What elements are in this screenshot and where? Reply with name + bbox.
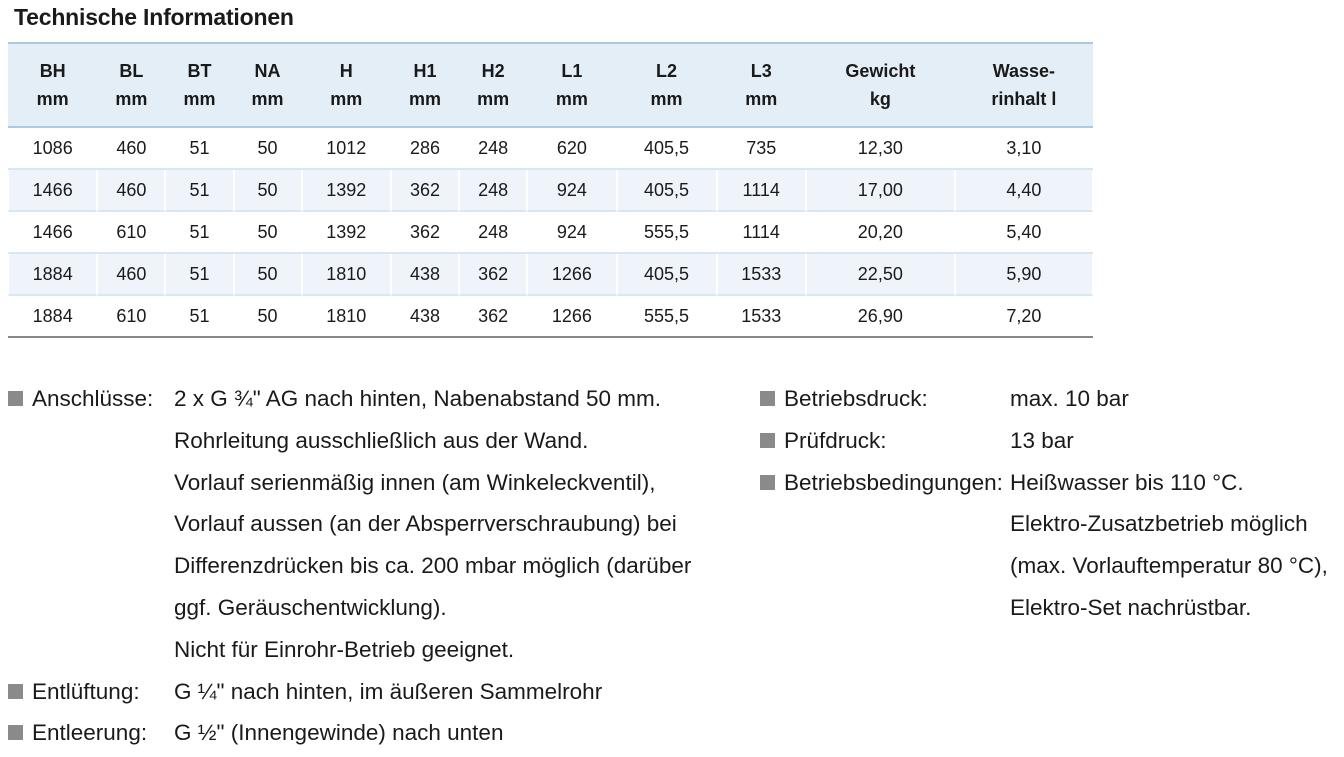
info-value-line: 2 x G ¾" AG nach hinten, Nabenabstand 50 mm. [174, 386, 662, 411]
column-header-unit: mm [409, 89, 442, 109]
table-cell: 405,5 [617, 128, 717, 170]
table-cell: 362 [391, 170, 459, 212]
table-cell: 1266 [551, 305, 592, 326]
column-header [717, 44, 806, 128]
table-cell: 610 [97, 212, 165, 254]
info-item [8, 671, 691, 713]
table-cell: 50 [234, 212, 302, 254]
square-bullet-icon [8, 684, 23, 699]
info-label: Betriebsbedingungen: [784, 469, 1003, 495]
table-cell: 924 [527, 212, 616, 254]
info-value [1010, 420, 1074, 462]
column-header [165, 44, 233, 128]
column-header-unit: mm [330, 89, 363, 109]
info-item [760, 420, 1328, 462]
column-header [302, 44, 391, 128]
table-cell: 1810 [302, 254, 391, 296]
square-bullet-icon [760, 391, 775, 406]
table-cell: 51 [165, 212, 233, 254]
info-value-line: (max. Vorlauftemperatur 80 °C), [1010, 553, 1328, 579]
table-row [8, 254, 1093, 296]
square-bullet-icon [8, 391, 23, 406]
table-cell: 4,40 [955, 170, 1093, 212]
table-cell: 1884 [8, 254, 97, 296]
table-row [8, 128, 1093, 170]
table-cell: 286 [391, 128, 459, 170]
table-cell: 555,5 [617, 212, 717, 254]
info-value [174, 712, 503, 754]
info-value-line: Elektro-Zusatzbetrieb möglich [1010, 511, 1308, 537]
table-cell: 1533 [717, 254, 806, 296]
info-value-line: ggf. Geräuschentwicklung). [174, 594, 447, 620]
table-cell: 460 [97, 128, 165, 170]
column-header-name: H2 [481, 61, 505, 81]
info-item [760, 462, 1328, 629]
table-cell: 1114 [717, 170, 806, 212]
column-header-name: H1 [413, 61, 437, 81]
table-cell: 1114 [717, 212, 806, 254]
table-cell: 51 [165, 128, 233, 170]
table-cell: 17,00 [806, 170, 955, 212]
info-value-line: Nicht für Einrohr-Betrieb geeignet. [174, 636, 515, 662]
table-row [8, 212, 1093, 254]
table-row [8, 170, 1093, 212]
table-cell: 7,20 [1006, 305, 1042, 326]
table-cell: 1884 [32, 305, 73, 326]
table-cell: 362 [391, 212, 459, 254]
table-cell: 50 [257, 305, 278, 326]
table-cell: 1810 [326, 305, 367, 326]
table-body [8, 128, 1093, 336]
table-cell: 51 [165, 254, 233, 296]
table-cell: 50 [234, 170, 302, 212]
table-cell: 51 [189, 305, 210, 326]
column-header-unit: kg [869, 89, 891, 109]
square-bullet-icon [8, 725, 23, 740]
table-cell: 50 [234, 128, 302, 170]
column-header [8, 44, 97, 128]
column-header-unit: rinhalt l [991, 89, 1057, 109]
info-value-line: Rohrleitung ausschließlich aus der Wand. [174, 427, 589, 453]
column-header [806, 44, 955, 128]
table-cell: 1086 [8, 128, 97, 170]
table-cell: 620 [527, 128, 616, 170]
info-label: Anschlüsse: [32, 386, 154, 411]
square-bullet-icon [760, 475, 775, 490]
info-value [174, 671, 602, 713]
table-cell: 1392 [302, 170, 391, 212]
info-value [174, 378, 691, 671]
column-header-name: BH [39, 61, 66, 81]
table-header-row [8, 44, 1093, 128]
table-cell: 405,5 [617, 254, 717, 296]
table-cell: 610 [116, 305, 147, 326]
table-cell: 405,5 [617, 170, 717, 212]
table-cell: 362 [478, 305, 509, 326]
table-cell: 5,90 [955, 254, 1093, 296]
info-value-line: 13 bar [1010, 427, 1074, 453]
column-header [391, 44, 459, 128]
table-cell: 460 [97, 170, 165, 212]
column-header-name: L1 [561, 61, 583, 81]
column-header-unit: mm [183, 89, 216, 109]
table-cell: 50 [234, 254, 302, 296]
table-cell: 438 [409, 305, 441, 326]
info-value-line: max. 10 bar [1010, 386, 1129, 411]
column-header-unit: mm [477, 89, 510, 109]
table-cell: 555,5 [644, 305, 690, 326]
info-value-line: G ¼" nach hinten, im äußeren Sammelrohr [174, 678, 603, 704]
info-value-line: Vorlauf serienmäßig innen (am Winkeleckventil), [174, 469, 656, 495]
column-header-unit: mm [650, 89, 683, 109]
column-header [955, 44, 1093, 128]
column-header-unit: mm [555, 89, 588, 109]
table-cell: 1466 [8, 170, 97, 212]
table-cell: 26,90 [857, 305, 903, 326]
column-header-name: Gewicht [845, 61, 916, 81]
operating-info [760, 378, 1328, 629]
table-cell: 735 [717, 128, 806, 170]
info-value [1010, 378, 1129, 420]
info-label: Betriebsdruck: [784, 386, 928, 411]
table-cell: 12,30 [806, 128, 955, 170]
table-cell: 20,20 [806, 212, 955, 254]
connection-info [8, 378, 691, 754]
column-header-unit: mm [115, 89, 148, 109]
column-header [234, 44, 302, 128]
info-label: Entlüftung: [32, 678, 140, 704]
info-value-line: Vorlauf aussen (an der Absperrverschraubung) bei [174, 511, 677, 537]
technical-data-table [8, 42, 1093, 338]
table-cell: 22,50 [806, 254, 955, 296]
info-value-line: Differenzdrücken bis ca. 200 mbar möglich (darüber [174, 553, 692, 579]
table-cell: 51 [165, 170, 233, 212]
column-header-name: L2 [656, 61, 678, 81]
info-value-line: Heißwasser bis 110 °C. [1010, 469, 1244, 495]
square-bullet-icon [760, 433, 775, 448]
info-value [1010, 462, 1328, 629]
table-cell: 438 [391, 254, 459, 296]
table-cell: 5,40 [955, 212, 1093, 254]
table-cell: 248 [459, 170, 527, 212]
column-header [617, 44, 717, 128]
table-cell: 1392 [302, 212, 391, 254]
column-header-name: BT [187, 61, 212, 81]
table-cell: 3,10 [955, 128, 1093, 170]
table-cell: 1266 [527, 254, 616, 296]
info-item [8, 378, 691, 671]
column-header-unit: mm [251, 89, 284, 109]
info-label: Prüfdruck: [784, 427, 887, 453]
column-header-name: H [339, 61, 353, 81]
column-header-name: Wasse- [992, 61, 1056, 81]
table-cell: 248 [459, 128, 527, 170]
info-value-line: Elektro-Set nachrüstbar. [1010, 594, 1252, 620]
info-label: Entleerung: [32, 720, 148, 746]
table-cell: 248 [459, 212, 527, 254]
table-cell: 1466 [8, 212, 97, 254]
table-cell: 362 [459, 254, 527, 296]
column-header-unit: mm [36, 89, 69, 109]
table-cell: 460 [97, 254, 165, 296]
column-header [459, 44, 527, 128]
info-value-line: G ½" (Innengewinde) nach unten [174, 720, 504, 746]
column-header-unit: mm [745, 89, 778, 109]
column-header-name: BL [119, 61, 144, 81]
table-row [8, 296, 1093, 336]
page-title: Technische Informationen [14, 4, 294, 30]
column-header [527, 44, 616, 128]
column-header-name: L3 [750, 61, 772, 81]
info-item [8, 712, 691, 754]
info-item [760, 378, 1328, 420]
table-cell: 1533 [741, 305, 782, 326]
table-cell: 924 [527, 170, 616, 212]
column-header [97, 44, 165, 128]
table-cell: 1012 [302, 128, 391, 170]
column-header-name: NA [254, 61, 281, 81]
